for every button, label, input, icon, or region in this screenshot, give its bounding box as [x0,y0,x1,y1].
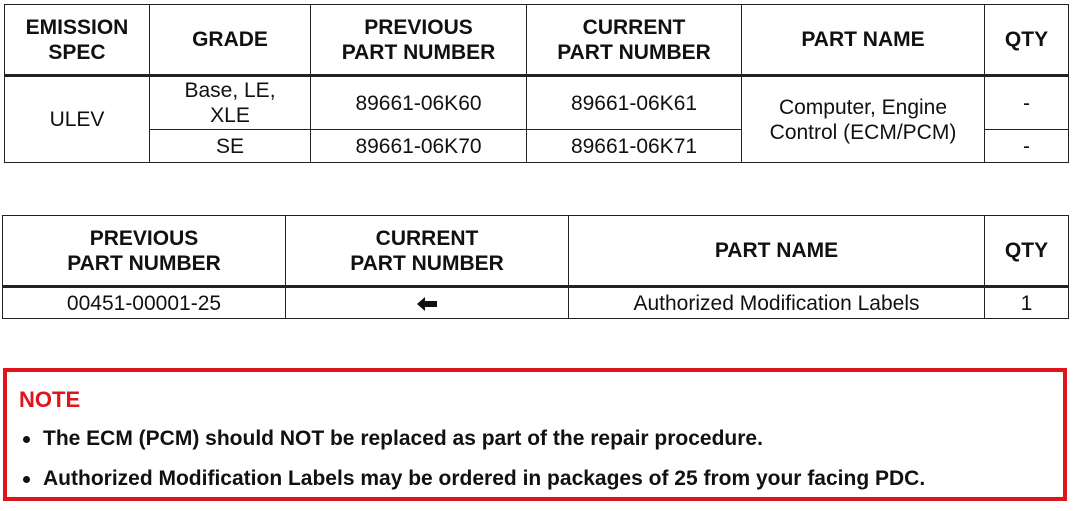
table-header-row [5,5,1069,76]
current-part-number-cell [286,287,569,319]
header-current-part-number: CURRENT PART NUMBER [286,216,569,287]
note-item: Authorized Modification Labels may be ordered in packages of 25 from your facing PDC. [19,466,1051,492]
part-name-cell: Authorized Modification Labels [569,287,985,319]
header-grade: GRADE [150,5,311,76]
qty-cell: - [985,76,1069,130]
grade-cell: Base, LE, XLE [150,76,311,130]
table-row [5,76,1069,130]
parts-table-labels [2,215,1069,319]
header-part-name: PART NAME [742,5,985,76]
header-emission-spec: EMISSION SPEC [5,5,150,76]
part-name-cell: Computer, Engine Control (ECM/PCM) [742,76,985,163]
header-part-name: PART NAME [569,216,985,287]
previous-part-number-cell: 00451-00001-25 [3,287,286,319]
emission-spec-cell: ULEV [5,76,150,163]
current-part-number-cell: 89661-06K71 [527,130,742,163]
header-previous-part-number: PREVIOUS PART NUMBER [3,216,286,287]
note-title: NOTE [19,387,81,412]
header-current-part-number: CURRENT PART NUMBER [527,5,742,76]
note-box [3,368,1067,501]
table-header-row [3,216,1069,287]
header-qty: QTY [985,5,1069,76]
previous-part-number-cell: 89661-06K70 [311,130,527,163]
note-list [19,426,1051,492]
parts-table-ecm [4,4,1069,163]
note-item: The ECM (PCM) should NOT be replaced as part of the repair procedure. [19,426,1051,452]
qty-cell: - [985,130,1069,163]
qty-cell: 1 [985,287,1069,319]
header-qty: QTY [985,216,1069,287]
header-previous-part-number: PREVIOUS PART NUMBER [311,5,527,76]
previous-part-number-cell: 89661-06K60 [311,76,527,130]
arrow-left-icon [416,296,438,312]
current-part-number-cell: 89661-06K61 [527,76,742,130]
grade-cell: SE [150,130,311,163]
table-row [3,287,1069,319]
